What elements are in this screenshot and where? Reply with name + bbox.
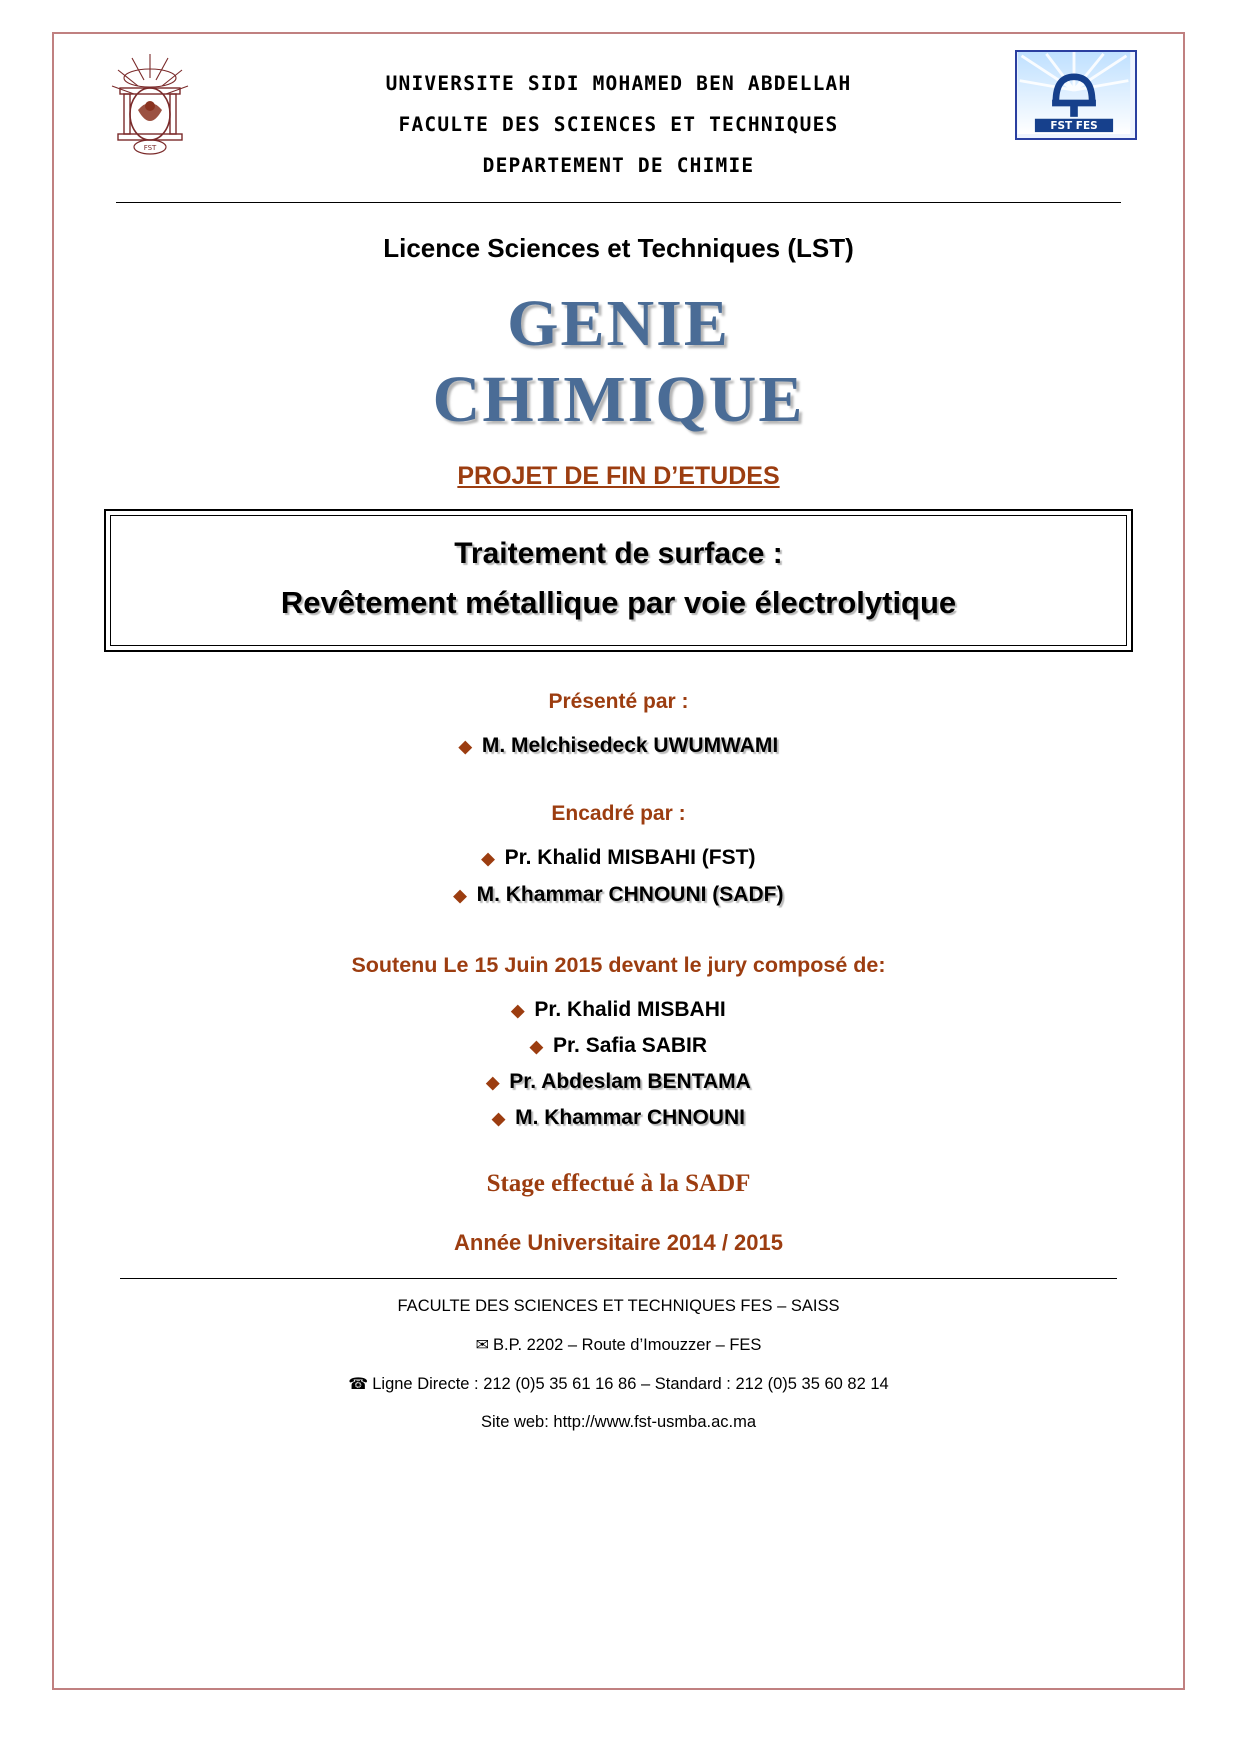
presented-by-label: Présenté par : — [548, 690, 689, 714]
list-item — [90, 1028, 1147, 1064]
document-page — [52, 32, 1185, 1690]
jury-member: Pr. Abdeslam BENTAMA — [509, 1069, 751, 1093]
page-inner — [54, 34, 1183, 1688]
list-item — [90, 728, 1147, 764]
diamond-bullet-icon: ◆ — [458, 737, 472, 757]
list-item — [90, 877, 1147, 913]
document-header — [90, 34, 1147, 194]
jury-heading: Soutenu Le 15 Juin 2015 devant le jury composé de: — [351, 952, 886, 977]
subject-inner — [110, 515, 1127, 647]
subject-box — [104, 509, 1133, 653]
program-title-line1: GENIE — [507, 287, 730, 360]
degree-title: Licence Sciences et Techniques (LST) — [383, 233, 854, 263]
supervisor-name: M. Khammar CHNOUNI (SADF) — [476, 882, 784, 906]
presented-by-list — [90, 728, 1147, 764]
diamond-bullet-icon: ◆ — [486, 1072, 500, 1092]
fst-fes-logo-icon — [1015, 50, 1137, 140]
list-item — [90, 840, 1147, 876]
jury-member: Pr. Khalid MISBAHI — [534, 997, 726, 1021]
subject-line-2: Revêtement métallique par voie électrolytique — [280, 584, 957, 620]
diamond-bullet-icon: ◆ — [529, 1036, 543, 1056]
svg-text:FSТ: FSТ — [143, 144, 157, 152]
student-name: M. Melchisedeck UWUMWAMI — [481, 734, 779, 758]
supervised-by-label: Encadré par : — [551, 802, 686, 826]
university-crest-icon — [104, 48, 196, 160]
diamond-bullet-icon: ◆ — [511, 1000, 525, 1020]
footer-address: B.P. 2202 – Route d’Imouzzer – FES — [492, 1335, 762, 1354]
list-item — [90, 1064, 1147, 1100]
university-name: UNIVERSITE SIDI MOHAMED BEN ABDELLAH — [385, 72, 852, 95]
faculty-name: FACULTE DES SCIENCES ET TECHNIQUES — [398, 112, 839, 136]
footer-phone: Ligne Directe : 212 (0)5 35 61 16 86 – Standard : 212 (0)5 35 60 82 14 — [372, 1374, 889, 1393]
department-name: DEPARTEMENT DE CHIMIE — [482, 153, 755, 177]
diamond-bullet-icon: ◆ — [453, 885, 467, 905]
academic-year: Année Universitaire 2014 / 2015 — [454, 1230, 783, 1256]
footer-divider — [120, 1278, 1117, 1279]
jury-list — [90, 992, 1147, 1136]
program-title — [90, 286, 1147, 438]
telephone-icon: ☎ — [348, 1375, 369, 1393]
fst-logo-text: FST FES — [1050, 120, 1098, 133]
diamond-bullet-icon: ◆ — [492, 1109, 506, 1129]
jury-member: M. Khammar CHNOUNI — [515, 1106, 745, 1130]
footer-faculty: FACULTE DES SCIENCES ET TECHNIQUES FES – SAISS — [397, 1297, 840, 1316]
list-item — [90, 992, 1147, 1028]
footer-phone-row — [90, 1365, 1147, 1404]
subject-line-1: Traitement de surface : — [454, 536, 783, 570]
supervised-by-list — [90, 840, 1147, 912]
supervisor-name: Pr. Khalid MISBAHI (FST) — [504, 846, 756, 870]
mail-icon: ✉ — [475, 1336, 489, 1354]
internship-text: Stage effectué à la SADF — [486, 1170, 751, 1198]
footer-address-row — [90, 1326, 1147, 1365]
program-title-line2: CHIMIQUE — [432, 362, 805, 436]
diamond-bullet-icon: ◆ — [481, 849, 495, 869]
document-footer — [90, 1287, 1147, 1442]
header-divider — [116, 202, 1121, 203]
footer-website: Site web: http://www.fst-usmba.ac.ma — [480, 1413, 757, 1432]
list-item — [90, 1100, 1147, 1136]
document-type: PROJET DE FIN D’ETUDES — [457, 461, 780, 490]
jury-member: Pr. Safia SABIR — [553, 1033, 708, 1057]
university-heading — [90, 34, 1147, 187]
